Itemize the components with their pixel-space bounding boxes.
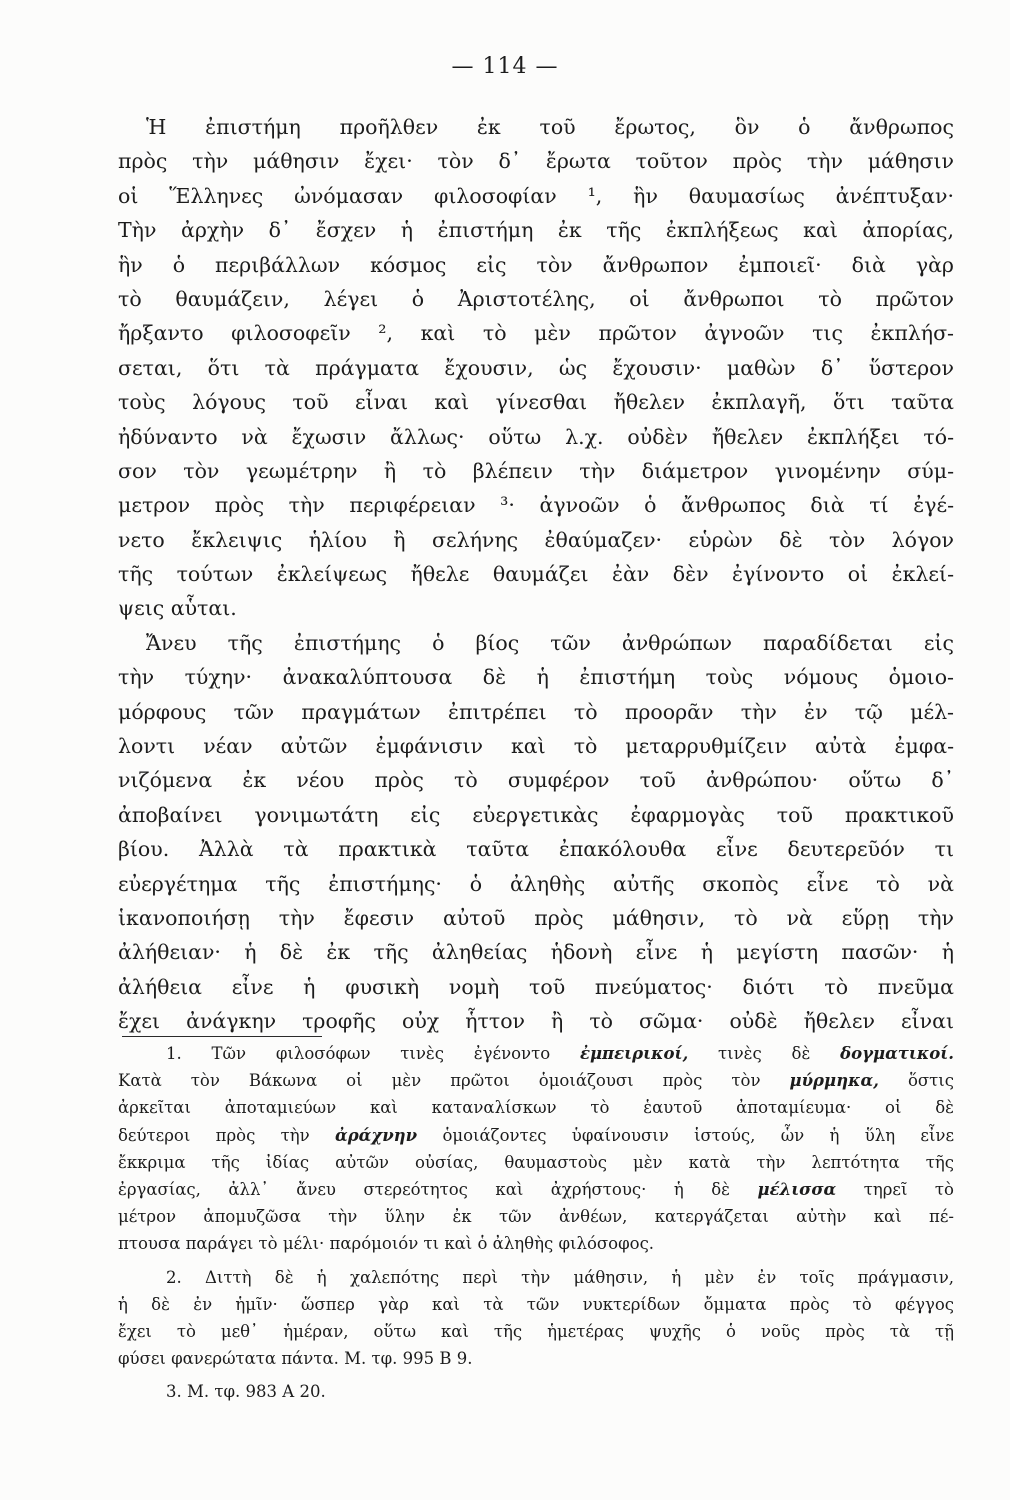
text-line: ἤρξαντο φιλοσοφεῖν ², καὶ τὸ μὲν πρῶτον ἀγνοῶν τις ἐκπλήσ- — [118, 321, 954, 346]
footnote-1-line — [118, 1176, 954, 1203]
text-line: ἠδύναντο νὰ ἔχωσιν ἄλλως· οὕτω λ.χ. οὐδὲν ἤθελεν ἐκπλήξει τό- — [118, 424, 954, 449]
text-line: ψεις αὗται. — [118, 596, 237, 621]
footnote-text: ὁμοιάζοντες ὑφαίνουσιν ἱστούς, ὧν ἡ ὕλη εἶνε — [417, 1125, 954, 1145]
footnote-text: 1. Τῶν φιλοσόφων τινὲς ἐγένοντο — [166, 1044, 580, 1063]
emphasized-term: μύρμηκα, — [789, 1071, 879, 1091]
text-line: τὴν τύχην· ἀνακαλύπτουσα δὲ ἡ ἐπιστήμη τοὺς νόμους ὁμοιο- — [118, 665, 954, 690]
text-line: τὸ θαυμάζειν, λέγει ὁ Ἀριστοτέλης, οἱ ἄνθρωποι τὸ πρῶτον — [118, 286, 954, 311]
footnote-2-line: 2. Διττὴ δὲ ἡ χαλεπότης περὶ τὴν μάθησιν, ἡ μὲν ἐν τοῖς πράγμασιν, — [166, 1267, 954, 1287]
footnote-text: Κατὰ τὸν Βάκωνα οἱ μὲν πρῶτοι ὁμοιάζουσι πρὸς τὸν — [118, 1071, 790, 1091]
text-line: ἱκανοποιήσῃ τὴν ἔφεσιν αὐτοῦ πρὸς μάθησιν, τὸ νὰ εὕρῃ τὴν — [118, 905, 954, 930]
footnote-1-line: ἔκκριμα τῆς ἰδίας αὐτῶν οὐσίας, θαυμαστοὺς μὲν κατὰ τὴν λεπτότητα τῆς — [118, 1152, 954, 1172]
text-line: πρὸς τὴν μάθησιν ἔχει· τὸν δ᾽ ἔρωτα τοῦτον πρὸς τὴν μάθησιν — [118, 149, 954, 174]
footnote-2-line: ἡ δὲ ἐν ἡμῖν· ὥσπερ γὰρ καὶ τὰ τῶν νυκτερίδων ὄμματα πρὸς τὸ φέγγος — [118, 1294, 954, 1314]
text-line: οἱ Ἕλληνες ὠνόμασαν φιλοσοφίαν ¹, ἣν θαυμασίως ἀνέπτυξαν· — [118, 183, 954, 208]
text-line: τοὺς λόγους τοῦ εἶναι καὶ γίνεσθαι ἤθελεν ἐκπλαγῆ, ὅτι ταῦτα — [118, 390, 954, 415]
footnote-3-line: 3. Μ. τφ. 983 Α 20. — [166, 1382, 326, 1402]
text-line: Ἄνευ τῆς ἐπιστήμης ὁ βίος τῶν ἀνθρώπων παραδίδεται εἰς — [146, 630, 954, 655]
footnote-1-line: πτουσα παράγει τὸ μέλι· παρόμοιόν τι καὶ ὁ ἀληθὴς φιλόσοφος. — [118, 1234, 655, 1254]
footnote-text: τηρεῖ τὸ — [836, 1179, 954, 1199]
footnote-text: ἐργασίας, ἀλλ᾽ ἄνευ στερεότητος καὶ ἀχρήστους· ἡ δὲ — [118, 1179, 758, 1199]
text-line: εὐεργέτημα τῆς ἐπιστήμης· ὁ ἀληθὴς αὐτῆς σκοπὸς εἶνε τὸ νὰ — [118, 871, 954, 896]
page-number: — 114 — — [451, 54, 559, 79]
text-line: τῆς τούτων ἐκλείψεως ἤθελε θαυμάζει ἐὰν δὲν ἐγίνοντο οἱ ἐκλεί- — [118, 562, 954, 587]
text-line: μόρφους τῶν πραγμάτων ἐπιτρέπει τὸ προορᾶν τὴν ἐν τῷ μέλ- — [118, 699, 954, 724]
emphasized-term: ἀράχνην — [335, 1125, 418, 1145]
text-line: Ἡ ἐπιστήμη προῆλθεν ἐκ τοῦ ἔρωτος, ὃν ὁ ἄνθρωπος — [146, 115, 954, 139]
footnote-1-line — [118, 1122, 954, 1149]
text-line: ἀλήθεια εἶνε ἡ φυσικὴ νομὴ τοῦ πνεύματος· διότι τὸ πνεῦμα — [118, 974, 954, 999]
emphasized-term: δογματικοί. — [840, 1044, 954, 1063]
emphasized-term: μέλισσα — [757, 1179, 837, 1199]
footnotes — [118, 1040, 954, 1405]
footnote-1-line — [118, 1040, 954, 1067]
footnote-2-line: φύσει φανερώτατα πάντα. Μ. τφ. 995 Β 9. — [118, 1349, 473, 1369]
text-line: ἣν ὁ περιβάλλων κόσμος εἰς τὸν ἄνθρωπον ἐμποιεῖ· διὰ γὰρ — [118, 252, 954, 277]
footnote-text: τινὲς δὲ — [688, 1044, 841, 1063]
footnote-divider — [122, 1036, 322, 1037]
text-line: νιζόμενα ἐκ νέου πρὸς τὸ συμφέρον τοῦ ἀνθρώπου· οὕτω δ᾽ — [118, 768, 954, 793]
text-line: νετο ἔκλειψις ἡλίου ἢ σελήνης ἐθαύμαζεν· εὑρὼν δὲ τὸν λόγον — [118, 527, 954, 552]
text-line: σεται, ὅτι τὰ πράγματα ἔχουσιν, ὡς ἔχουσιν· μαθὼν δ᾽ ὕστερον — [118, 355, 954, 380]
main-text — [118, 110, 954, 1039]
text-line: σον τὸν γεωμέτρην ἢ τὸ βλέπειν τὴν διάμετρον γινομένην σύμ- — [118, 458, 954, 483]
footnote-text: δεύτεροι πρὸς τὴν — [118, 1125, 336, 1145]
text-line: ἀλήθειαν· ἡ δὲ ἐκ τῆς ἀληθείας ἡδονὴ εἶνε ἡ μεγίστη πασῶν· ἡ — [118, 940, 954, 965]
footnote-1-line: μέτρον ἀπομυζῶσα τὴν ὕλην ἐκ τῶν ἀνθέων, κατεργάζεται αὐτὴν καὶ πέ- — [118, 1207, 954, 1227]
text-line: λοντι νέαν αὐτῶν ἐμφάνισιν καὶ τὸ μεταρρυθμίζειν αὐτὰ ἐμφα- — [118, 734, 954, 759]
text-line: Τὴν ἀρχὴν δ᾽ ἔσχεν ἡ ἐπιστήμη ἐκ τῆς ἐκπλήξεως καὶ ἀπορίας, — [118, 218, 954, 243]
text-line: ἀποβαίνει γονιμωτάτη εἰς εὐεργετικὰς ἐφαρμογὰς τοῦ πρακτικοῦ — [118, 802, 954, 827]
footnote-2-line: ἔχει τὸ μεθ᾽ ἡμέραν, οὕτω καὶ τῆς ἡμετέρας ψυχῆς ὁ νοῦς πρὸς τὰ τῇ — [118, 1321, 954, 1341]
footnote-1-line — [118, 1067, 954, 1094]
text-line: βίου. Ἀλλὰ τὰ πρακτικὰ ταῦτα ἐπακόλουθα εἶνε δευτερεῦόν τι — [118, 837, 954, 862]
emphasized-term: ἐμπειρικοί, — [579, 1044, 689, 1063]
text-line: μετρον πρὸς τὴν περιφέρειαν ³· ἀγνοῶν ὁ ἄνθρωπος διὰ τί ἐγέ- — [118, 493, 954, 518]
footnote-1-line: ἀρκεῖται ἀποταμιεύων καὶ καταναλίσκων τὸ ἑαυτοῦ ἀποταμίευμα· οἱ δὲ — [118, 1098, 954, 1118]
footnote-text: ὅστις — [878, 1071, 954, 1091]
text-line: ἔχει ἀνάγκην τροφῆς οὐχ ἧττον ἢ τὸ σῶμα· οὐδὲ ἤθελεν εἶναι — [118, 1009, 954, 1034]
